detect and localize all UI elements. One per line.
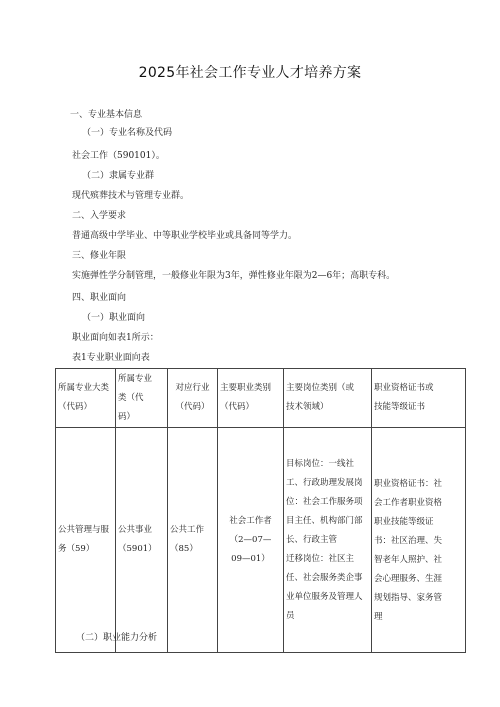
cell-major-class: 公共事业 （5901） (116, 428, 168, 653)
table-header-row (56, 369, 466, 428)
header-positions: 主要岗位类别（或 技术领域） (284, 369, 372, 428)
subheading-group: （二）隶属专业群 (82, 171, 155, 181)
heading-basic-info: 一、专业基本信息 (70, 110, 143, 120)
paragraph-duration: 实施弹性学分制管理，一般修业年限为3年，弹性修业年限为2—6年；高职专科。 (72, 271, 396, 281)
subheading-career: （一）职业面向 (82, 313, 146, 323)
table-row (56, 428, 466, 653)
header-major-category: 所属专业大类 （代码） (56, 369, 116, 428)
career-table (55, 368, 466, 653)
document-title: 2025年社会工作专业人才培养方案 (138, 65, 362, 81)
header-certificates: 职业资格证书或 技能等级证书 (372, 369, 466, 428)
paragraph-admission: 普通高级中学毕业、中等职业学校毕业或具备同等学力。 (72, 231, 298, 241)
header-occupation: 主要职业类别 （代码） (218, 369, 284, 428)
heading-duration: 三、修业年限 (72, 251, 127, 261)
heading-career: 四、职业面向 (72, 293, 127, 303)
cell-occupation: 社会工作者 （2—07— 09—01） (218, 428, 284, 653)
cell-major-category: 公共管理与服 务（59） (56, 428, 116, 653)
cell-certificates: 职业资格证书：社 会工作者职业资格 职业技能等级证 书：社区治理、失 智老年人照护、社 会心理服务、生涯 规划指导、家务管 理 (372, 428, 466, 653)
cell-positions: 目标岗位：一线社 工、行政助理发展岗 位：社会工作服务项 目主任、机构部门部 长、行政主管 迁移岗位：社区主 任、社会服务类企事 业单位服务及管理人 员 (284, 428, 372, 653)
header-industry: 对应行业 （代码） (168, 369, 218, 428)
subheading-name-code: （一）专业名称及代码 (82, 128, 173, 138)
table-caption: 表1专业职业面向表 (72, 353, 150, 363)
header-major-class: 所属专业 类（代 码） (116, 369, 168, 428)
cell-industry: 公共工作 （85） (168, 428, 218, 653)
paragraph-career-intro: 职业面向如表1所示： (72, 333, 159, 343)
paragraph-group: 现代殡葬技术与管理专业群。 (72, 191, 190, 201)
heading-admission: 二、入学要求 (72, 211, 127, 221)
subheading-ability-analysis: （二）职业能力分析 (76, 633, 158, 643)
paragraph-major-code: 社会工作（590101）。 (72, 151, 165, 161)
